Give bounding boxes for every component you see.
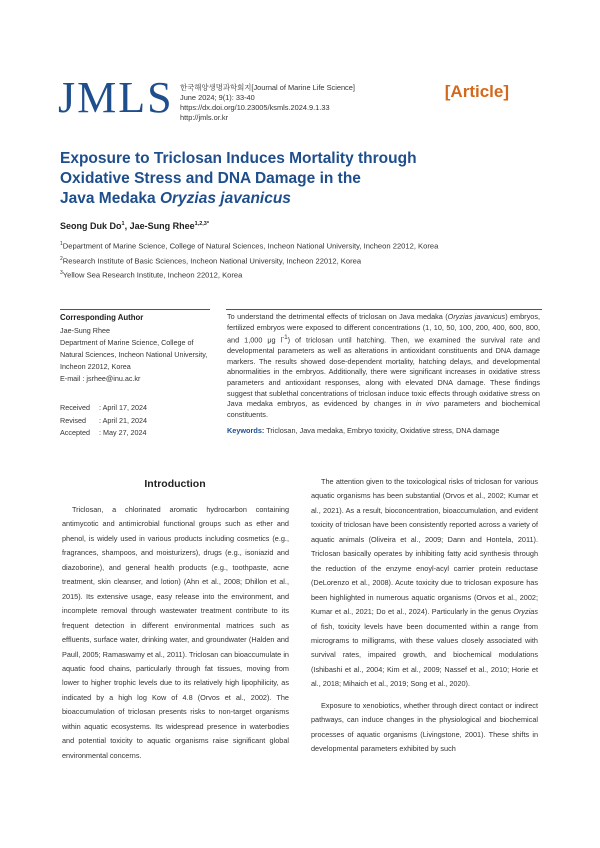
corresponding-author-email[interactable]: E-mail : jsrhee@inu.ac.kr	[60, 374, 141, 383]
title-line-2: Oxidative Stress and DNA Damage in the	[60, 170, 361, 187]
affiliation-text: Department of Marine Science, College of Natural Sciences, Incheon National University, Incheon 22012, Korea	[62, 241, 439, 251]
body-column-right	[311, 475, 538, 764]
keywords	[227, 426, 540, 435]
corresponding-author-heading: Corresponding Author	[60, 313, 144, 322]
journal-info	[180, 83, 355, 123]
abstract-text: To understand the detrimental effects of triclosan on Java medaka (	[227, 312, 448, 321]
date-label: Received	[60, 403, 90, 412]
author-list	[60, 221, 209, 231]
corresponding-author-box	[60, 312, 210, 385]
abstract-text: ) embryos, fertilized embryos were exposed to different concentrations (1, 10, 50, 100, 200, 400, 600, 800, and 1,000 μg l	[227, 312, 540, 345]
affiliation-text: Research Institute of Basic Sciences, Incheon National University, Incheon 22012, Korea	[62, 256, 362, 266]
divider	[226, 309, 542, 310]
body-paragraph: Triclosan, a chlorinated aromatic hydrocarbon containing antimycotic and antimicrobial functional groups such as ether and phenol, is widely used in various products including cosmetics (e.g., fragrances, shampoos, and moisturizers), drugs (e.g., isoniazid and diazoborine), and general health products (e.g., toothpaste, acne treatment, skin cleanser, and lotion) (Ahn et al., 2008; Dhillon et al., 2015). Its extensive usage, easy release into the environment, and incomplete removal through wastewater treatment contribute to its frequent detection in different environmental matrices such as effluents, surface water, drinking water, and groundwater (Halden and Paull, 2005; Ramaswamy et al., 2011). Triclosan can bioaccumulate in aquatic food chains, particularly through fat tissues, moving from lower to higher trophic levels due to its relatively high lipophilicity, as indicated by a high log Kow of 4.8 (Orvos et al., 2002). The bioaccumulation of triclosan presents risks to non-target organisms within aquatic ecosystems. Its widespread presence in waterbodies and potential toxicity to aquatic organisms raise significant global environmental concerns.	[62, 505, 289, 760]
date-label: Revised	[60, 415, 86, 425]
unit-exponent: -1	[282, 334, 288, 342]
affiliation-text: Yellow Sea Research Institute, Incheon 22012, Korea	[62, 270, 243, 280]
date-value: : April 21, 2024	[99, 415, 147, 425]
corresponding-author-name: Jae-Sung Rhee	[60, 326, 110, 335]
affiliation	[60, 253, 438, 268]
title-line-3-text: Java Medaka	[60, 190, 160, 207]
abstract-species-name: Oryzias javanicus	[447, 312, 506, 321]
date-value: : May 27, 2024	[99, 428, 147, 437]
abstract	[227, 312, 540, 420]
affiliation	[60, 238, 438, 253]
accepted-date	[60, 427, 210, 440]
date-value: : April 17, 2024	[99, 403, 147, 412]
divider	[60, 309, 210, 310]
author-separator: ,	[124, 221, 130, 231]
affiliation-number: 3	[60, 270, 63, 277]
revised-date	[60, 415, 210, 428]
abstract-text: ) of triclosan until hatching. Then, we examined the survival rate and developmental parameters as well as alterations in antioxidant constituents and DNA damage markers. The results showed dose-dependent mortality, hatching delays, and developmental abnormalities in the embryos. Additionally, there were significant increases in oxidative stress parameters and antioxidant responses, along with elevated DNA damage. These findings suggest that sublethal concentrations of triclosan induce toxic effects through oxidative stress on Java medaka embryos, as evidenced by changes in	[227, 335, 540, 409]
abstract-italic-term: in vivo	[415, 399, 440, 409]
body-text: of fish, toxicity levels have been documented within a range from micrograms to milligrams, with these values closely associated with survival rates, impaired growth, and biochemical modulations (Ishibashi et al., 2004; Kim et al., 2009; Nassef et al., 2010; Horie et al., 2018; Mihaich et al., 2019; Song et al., 2020).	[311, 621, 538, 689]
journal-name: 한국해양생명과학회지[Journal of Marine Life Science]	[180, 83, 355, 92]
journal-issue: June 2024; 9(1): 33-40	[180, 93, 255, 102]
affiliation	[60, 267, 438, 282]
title-line-3	[60, 189, 500, 209]
body-paragraph: Exposure to xenobiotics, whether through direct contact or indirect pathways, can induce changes in the physiological and biochemical processes of aquatic organisms (Livingstone, 2001). These shifts in developmental parameters exhibited by such	[311, 700, 538, 754]
journal-logo: JMLS	[58, 73, 174, 122]
affiliation-number: 2	[60, 255, 63, 262]
article-title	[60, 149, 500, 209]
journal-url[interactable]: http://jmls.or.kr	[180, 113, 229, 122]
author-name: Seong Duk Do	[60, 221, 122, 231]
keywords-text: Triclosan, Java medaka, Embryo toxicity, Oxidative stress, DNA damage	[264, 426, 500, 435]
genus-name: Oryzias	[513, 607, 538, 617]
keywords-label: Keywords:	[227, 426, 265, 435]
corresponding-author-dept: Department of Marine Science, College of Natural Sciences, Incheon National University, Incheon 22012, Korea	[60, 338, 208, 371]
doi-link[interactable]: https://dx.doi.org/10.23005/ksmls.2024.9.1.33	[180, 103, 330, 112]
received-date	[60, 402, 210, 415]
title-species-name: Oryzias javanicus	[159, 190, 291, 207]
section-heading-introduction: Introduction	[144, 478, 206, 490]
body-paragraph	[311, 475, 538, 692]
author-affiliation-mark: 1,2,3*	[194, 221, 209, 227]
affiliation-number: 1	[60, 241, 63, 247]
author-name: Jae-Sung Rhee	[129, 221, 195, 231]
date-label: Accepted	[60, 428, 90, 437]
author-affiliation-mark: 1	[121, 221, 125, 227]
affiliation-list	[60, 238, 438, 282]
title-line-1: Exposure to Triclosan Induces Mortality through	[60, 150, 417, 167]
article-type-label: [Article]	[444, 82, 509, 101]
body-text: The attention given to the toxicological risks of triclosan for various aquatic organisms has been substantial (Orvos et al., 2002; Kumar et al., 2021). As a result, bioconcentration, bioaccumulation, and evident toxicity of triclosan have been consistently reported across a variety of aquatic animals (Oliveira et al., 2009; Dann and Hontela, 2011). Triclosan basically operates by inhibiting fatty acid synthesis through the reduction of the enzyme enoyl-acyl carrier protein reductase (DeLorenzo et al., 2008). Acute toxicity due to triclosan exposure has been highlighted in numerous aquatic organisms (Orvos et al., 2002; Kumar et al., 2021; Do et al., 2024). Particularly in the genus	[311, 477, 538, 617]
abstract-text: parameters and biochemical constituents.	[227, 399, 540, 419]
article-dates	[60, 402, 210, 440]
body-column-left	[62, 503, 289, 770]
